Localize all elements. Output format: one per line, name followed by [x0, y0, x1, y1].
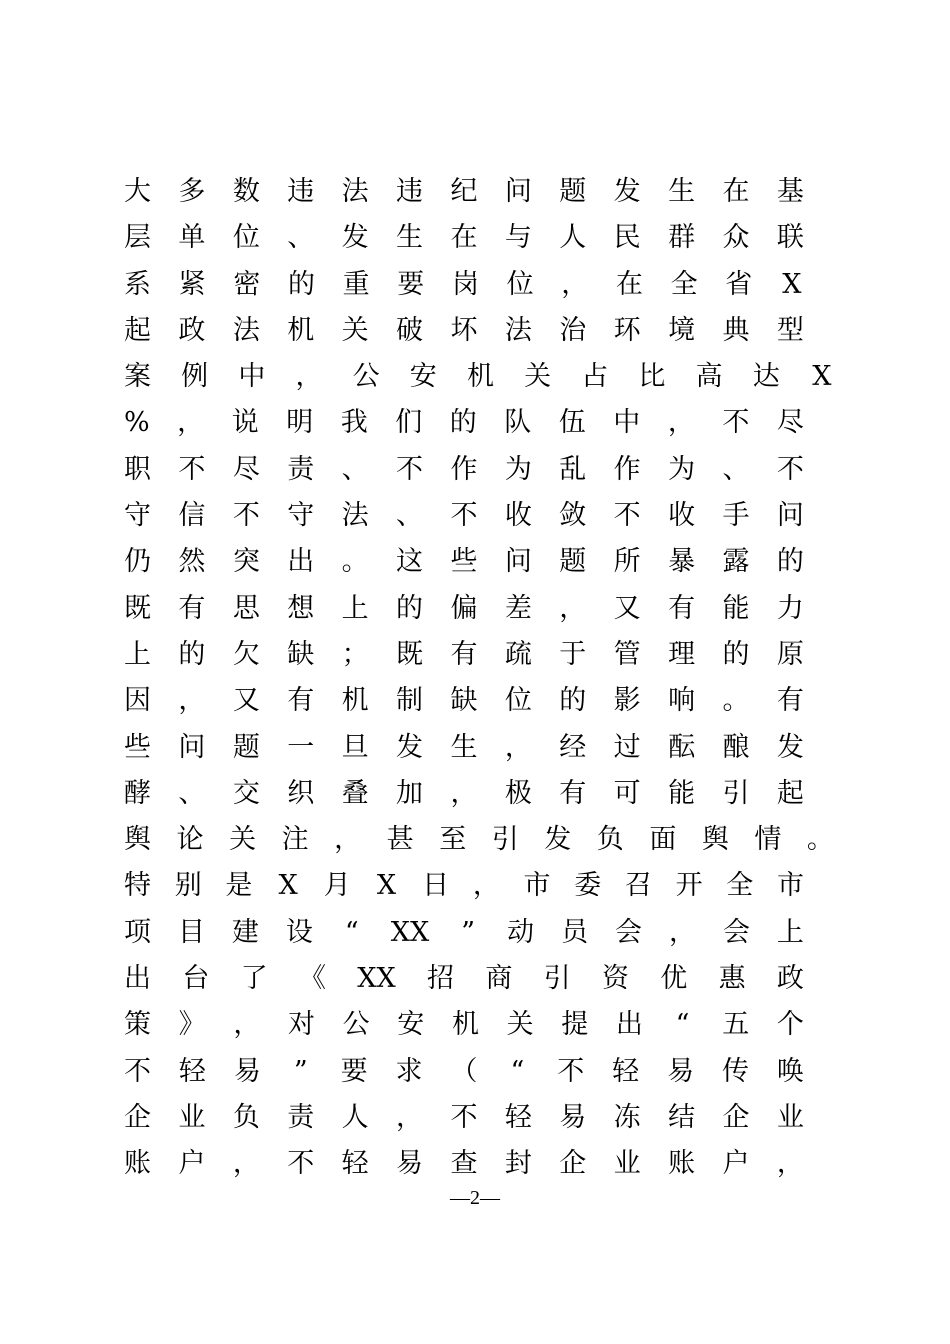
text-line: 职 不 尽 责 、 不 作 为 乱 作 为 、 不: [124, 453, 804, 485]
text-line: 因 ， 又 有 机 制 缺 位 的 影 响 。 有: [124, 685, 804, 717]
page-number: —2—: [450, 1187, 500, 1209]
text-line: 些 问 题 一 旦 发 生 ， 经 过 酝 酿 发: [124, 731, 804, 763]
text-line: 出 台 了 《 XX 招 商 引 资 优 惠 政: [124, 963, 804, 995]
text-line: % ， 说 明 我 们 的 队 伍 中 ， 不 尽: [124, 407, 804, 439]
text-line: 账 户 ， 不 轻 易 查 封 企 业 账 户 ，: [124, 1148, 804, 1180]
text-line: 特 别 是 X 月 X 日 ， 市 委 召 开 全 市: [124, 870, 804, 902]
text-line: 既 有 思 想 上 的 偏 差 ， 又 有 能 力: [124, 592, 804, 624]
text-line: 案 例 中 ， 公 安 机 关 占 比 高 达 X: [124, 361, 832, 393]
text-line: 系 紧 密 的 重 要 岗 位 ， 在 全 省 X: [124, 268, 802, 300]
text-line: 项 目 建 设 “ XX ” 动 员 会 ， 会 上: [124, 916, 804, 948]
text-line: 不 轻 易 ” 要 求 （ “ 不 轻 易 传 唤: [124, 1055, 804, 1087]
text-line: 大 多 数 违 法 违 纪 问 题 发 生 在 基: [124, 176, 804, 207]
text-line: 层 单 位 、 发 生 在 与 人 民 群 众 联: [124, 222, 804, 254]
text-line: 起 政 法 机 关 破 坏 法 治 环 境 典 型: [124, 314, 804, 346]
text-line: 守 信 不 守 法 、 不 收 敛 不 收 手 问: [124, 500, 804, 532]
text-line: 酵 、 交 织 叠 加 ， 极 有 可 能 引 起: [124, 777, 804, 809]
text-line: 策 》 ， 对 公 安 机 关 提 出 “ 五 个: [124, 1009, 804, 1041]
text-line: 企 业 负 责 人 ， 不 轻 易 冻 结 企 业: [124, 1101, 804, 1133]
text-line: 仍 然 突 出 。 这 些 问 题 所 暴 露 的: [124, 546, 804, 578]
text-line: 舆 论 关 注 ， 甚 至 引 发 负 面 舆 情 。: [124, 824, 834, 856]
body-text: [124, 169, 844, 1188]
text-line: 上 的 欠 缺 ； 既 有 疏 于 管 理 的 原: [124, 638, 804, 670]
